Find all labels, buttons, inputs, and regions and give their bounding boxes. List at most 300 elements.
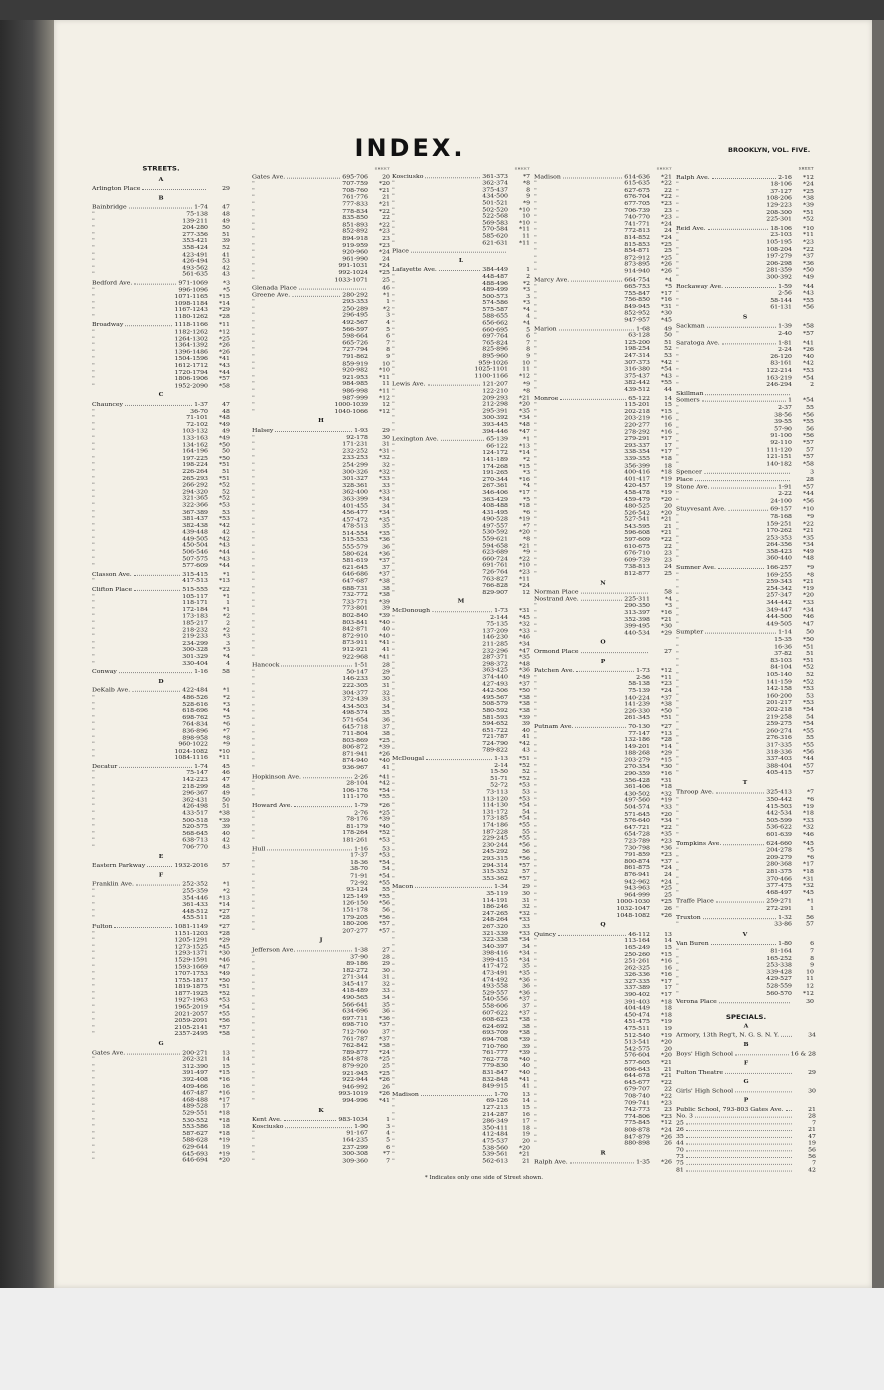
ditto-mark: " xyxy=(676,289,679,297)
number-range: 122-210 xyxy=(482,388,508,395)
sheet-number: *17 xyxy=(661,978,672,985)
spacer xyxy=(402,1083,482,1090)
continuation-row xyxy=(534,972,672,979)
index-entry xyxy=(676,840,814,847)
number-range: 245-292 xyxy=(482,848,508,855)
ditto-mark: " xyxy=(92,727,95,735)
ditto-mark: " xyxy=(534,851,537,858)
spacer xyxy=(262,914,342,921)
ditto-mark: " xyxy=(392,842,395,849)
continuation-row xyxy=(534,858,672,865)
number-range: 1033-1071 xyxy=(334,276,368,283)
ditto-mark: " xyxy=(534,290,537,297)
spacer xyxy=(686,267,766,274)
spacer xyxy=(102,502,182,509)
sheet-number: 20 xyxy=(664,1045,672,1053)
spacer xyxy=(686,714,766,721)
continuation-row xyxy=(252,544,390,551)
number-range: 377-475 xyxy=(766,882,792,889)
spacer xyxy=(544,228,624,235)
sheet-number: 20 xyxy=(522,1137,530,1145)
sheet-number: *25 xyxy=(661,898,672,905)
continuation-row xyxy=(676,599,814,606)
ditto-mark: " xyxy=(534,844,537,851)
number-range: 225-311 xyxy=(624,596,650,603)
spacer xyxy=(544,221,624,228)
number-range: 1264-1302 xyxy=(174,335,208,342)
ditto-mark: " xyxy=(252,886,255,893)
sheet-number: 20 xyxy=(382,173,390,181)
sheet-number: *24 xyxy=(379,262,390,270)
number-range: 505-599 xyxy=(766,817,792,824)
sheet-number: 19 xyxy=(664,1025,672,1032)
number-range: 72-92 xyxy=(350,879,368,887)
continuation-row xyxy=(92,218,230,225)
continuation-row xyxy=(676,209,814,216)
continuation-rows xyxy=(676,331,814,338)
spacer xyxy=(544,234,624,241)
spacer xyxy=(262,1063,342,1070)
spacer xyxy=(102,1024,174,1031)
spacer xyxy=(102,1144,182,1151)
continuation-row xyxy=(252,551,390,558)
spacer xyxy=(102,660,182,667)
spacer xyxy=(402,816,482,823)
ditto-mark: " xyxy=(92,535,95,543)
continuation-row xyxy=(676,803,814,810)
ditto-mark: " xyxy=(392,489,395,496)
spacer xyxy=(102,211,186,218)
continuation-row xyxy=(92,1024,230,1031)
index-entry xyxy=(676,324,814,331)
spacer xyxy=(402,1063,482,1070)
ditto-mark: " xyxy=(92,1031,95,1038)
continuation-row xyxy=(392,428,530,435)
spacer xyxy=(544,496,624,503)
sheet-number: 24 xyxy=(664,871,672,878)
sheet-number: *36 xyxy=(379,1015,390,1022)
sheet-number: 56 xyxy=(806,425,814,432)
spacer xyxy=(102,797,182,804)
ditto-mark: " xyxy=(392,862,395,869)
sheet-number: 16 & 28 xyxy=(790,1051,816,1057)
leader-dots xyxy=(702,397,786,402)
number-range: 994-996 xyxy=(342,1097,368,1104)
continuation-row xyxy=(534,1134,672,1141)
spacer xyxy=(544,537,624,544)
sheet-number: 16 xyxy=(664,964,672,972)
sheet-number: 3 xyxy=(386,312,390,319)
ditto-mark: " xyxy=(534,220,537,228)
continuation-row xyxy=(534,750,672,757)
ditto-mark: " xyxy=(392,220,395,227)
spacer xyxy=(102,1031,174,1038)
spacer xyxy=(544,310,624,317)
street-name: Marcy Ave. xyxy=(534,276,570,283)
number-range: 594-658 xyxy=(482,542,508,549)
number-range: 105-140 xyxy=(766,671,792,678)
ditto-mark: " xyxy=(534,448,537,456)
number-range: 723-789 xyxy=(624,838,650,845)
sheet-number: 5 xyxy=(386,1137,390,1144)
spacer xyxy=(402,688,482,695)
spacer xyxy=(102,997,174,1004)
index-entry xyxy=(534,277,672,284)
sheet-number: *3 xyxy=(522,286,530,293)
spacer xyxy=(686,721,766,728)
spacer xyxy=(102,640,182,647)
spacer xyxy=(402,963,482,970)
ditto-mark: " xyxy=(676,613,679,620)
continuation-row xyxy=(534,701,672,708)
number-range: 580-624 xyxy=(342,550,368,558)
number-range: 802-840 xyxy=(342,612,368,619)
sheet-number: *20 xyxy=(519,1144,530,1151)
ditto-mark: " xyxy=(392,1036,395,1043)
spacer xyxy=(262,558,342,565)
number-range: 448-512 xyxy=(182,908,208,915)
number-range: 65-139 xyxy=(486,436,508,443)
street-name: Putnam Ave. xyxy=(534,723,574,730)
leader-dots xyxy=(711,941,776,946)
spacer xyxy=(544,1053,624,1060)
number-range: 538-560 xyxy=(482,1144,508,1151)
index-column-2 xyxy=(252,166,390,1166)
sheet-number: *24 xyxy=(661,1126,672,1134)
sheet-number: *57 xyxy=(803,453,814,461)
spacer xyxy=(686,209,766,216)
ditto-mark: " xyxy=(392,401,395,408)
continuation-rows xyxy=(534,402,672,578)
continuation-row xyxy=(392,782,530,789)
sheet-number: 57 xyxy=(522,868,530,875)
continuation-row xyxy=(392,180,530,187)
sheet-number: 46 xyxy=(382,285,390,292)
continuation-row xyxy=(92,1063,230,1070)
spacer xyxy=(686,756,766,763)
sheet-number: *10 xyxy=(803,224,814,232)
sheet-number: *50 xyxy=(803,636,814,643)
spacer xyxy=(544,408,624,415)
sheet-number: *35 xyxy=(519,970,530,977)
number-range: 498-574 xyxy=(342,710,368,717)
continuation-row xyxy=(534,1059,672,1066)
continuation-row xyxy=(252,1158,390,1165)
sheet-number: 30 xyxy=(382,434,390,441)
number-range: 761-787 xyxy=(342,1035,368,1043)
continuation-row xyxy=(252,360,390,367)
spacer xyxy=(544,503,624,510)
ditto-mark: " xyxy=(92,626,95,633)
continuation-row xyxy=(252,1084,390,1091)
number-range: 300-392 xyxy=(766,274,792,281)
continuation-row xyxy=(92,349,230,356)
sheet-number: 49 xyxy=(222,217,230,225)
number-range: 353-362 xyxy=(482,875,508,882)
sheet-number: 9 xyxy=(526,353,530,360)
number-range: 791-859 xyxy=(624,851,650,858)
continuation-row xyxy=(534,310,672,317)
ditto-mark: " xyxy=(92,734,95,741)
number-range: 173-185 xyxy=(482,815,508,822)
spacer xyxy=(402,523,482,530)
number-range: 322-366 xyxy=(182,502,208,509)
number-range: 575-587 xyxy=(482,306,508,313)
sheet-number: *31 xyxy=(379,448,390,455)
number-range: 132-186 xyxy=(624,736,650,743)
continuation-row xyxy=(392,1017,530,1024)
sheet-number: *37 xyxy=(379,571,390,578)
continuation-row xyxy=(92,342,230,349)
sheet-number: *12 xyxy=(379,408,390,415)
index-entry xyxy=(92,1050,230,1057)
continuation-row xyxy=(92,329,230,336)
continuation-rows xyxy=(676,921,814,928)
continuation-row xyxy=(534,1073,672,1080)
continuation-row xyxy=(392,930,530,937)
sheet-number: 55 xyxy=(806,734,814,742)
continuation-row xyxy=(252,866,390,873)
spacer xyxy=(262,633,342,640)
number-range: 316-380 xyxy=(624,366,650,373)
spacer xyxy=(402,576,482,583)
spacer xyxy=(102,349,174,356)
sheet-number: *35 xyxy=(519,654,530,661)
ditto-mark: " xyxy=(252,434,255,441)
continuation-row xyxy=(252,201,390,208)
continuation-row xyxy=(392,193,530,200)
number-range: 727-794 xyxy=(342,346,368,354)
sheet-number: *54 xyxy=(519,815,530,822)
continuation-row xyxy=(676,304,814,311)
number-range: 313-397 xyxy=(624,609,650,616)
continuation-row xyxy=(534,1005,672,1012)
leader-dots xyxy=(281,662,352,667)
spacer xyxy=(262,676,342,683)
ditto-mark: " xyxy=(252,836,255,844)
leader-dots xyxy=(284,1117,336,1122)
sheet-number: *8 xyxy=(522,536,530,543)
sheet-number: *45 xyxy=(219,943,230,950)
sheet-number: *41 xyxy=(803,339,814,346)
ditto-mark: " xyxy=(534,502,537,510)
number-range: 645-693 xyxy=(182,1150,208,1157)
ditto-mark: " xyxy=(392,582,395,589)
ditto-mark: " xyxy=(92,754,95,761)
ditto-mark: " xyxy=(392,734,395,741)
continuation-row xyxy=(92,971,230,978)
sheet-number: 3 xyxy=(810,469,814,476)
number-range: 179-205 xyxy=(342,913,368,921)
sheet-number: 48 xyxy=(222,408,230,415)
sheet-number: *4 xyxy=(522,320,530,327)
ditto-mark: " xyxy=(676,882,679,889)
sheet-number: 27 xyxy=(664,648,672,655)
sheet-number: 52 xyxy=(222,488,230,495)
street-name: Jefferson Ave. xyxy=(252,946,296,954)
sheet-number: *17 xyxy=(661,435,672,442)
ditto-mark: " xyxy=(252,967,255,974)
continuation-row xyxy=(392,327,530,334)
ditto-mark: " xyxy=(392,333,395,340)
spacer xyxy=(402,388,482,395)
number-range: 180-206 xyxy=(342,920,368,928)
leader-dots xyxy=(558,931,626,935)
ditto-mark: " xyxy=(534,317,537,324)
sheet-number: 24 xyxy=(664,227,672,234)
ditto-mark: " xyxy=(392,897,395,904)
ditto-mark: " xyxy=(92,555,95,563)
spacer xyxy=(262,537,342,544)
ditto-mark: " xyxy=(92,769,95,777)
sheet-number: *15 xyxy=(519,463,530,470)
number-range: 789-822 xyxy=(482,747,508,754)
sheet-number: *36 xyxy=(661,844,672,851)
index-entry xyxy=(534,589,672,596)
continuation-row xyxy=(252,1144,390,1151)
index-entry xyxy=(252,174,390,181)
spacer xyxy=(544,1005,624,1012)
number-range: 218-299 xyxy=(182,783,208,790)
number-range: 367-389 xyxy=(182,508,208,516)
sheet-number: *23 xyxy=(661,200,672,207)
continuation-row xyxy=(92,600,230,607)
number-range: 1-68 xyxy=(636,325,650,332)
sheet-number: 28 xyxy=(382,662,390,669)
number-range: 831-847 xyxy=(482,1069,508,1076)
number-range: 91-167 xyxy=(346,1130,368,1137)
number-range: 842-871 xyxy=(342,626,368,633)
ditto-mark: " xyxy=(92,549,95,556)
sheet-number: *15 xyxy=(219,293,230,300)
spacer xyxy=(102,369,174,376)
spacer xyxy=(544,972,624,979)
spacer xyxy=(262,441,342,448)
number-range: 660-724 xyxy=(482,556,508,563)
number-range: 614-636 xyxy=(624,173,650,180)
sheet-number: *34 xyxy=(379,495,390,503)
continuation-row xyxy=(92,633,230,640)
ditto-mark: " xyxy=(252,689,255,696)
continuation-row xyxy=(252,744,390,751)
ditto-mark: " xyxy=(92,428,95,435)
ditto-mark: " xyxy=(534,838,537,845)
continuation-row xyxy=(534,373,672,380)
index-entry xyxy=(676,941,814,948)
spacer xyxy=(262,852,350,859)
street-name: Gates Ave. xyxy=(92,1049,126,1056)
sheet-number: 30 xyxy=(806,998,814,1006)
sheet-number: *45 xyxy=(803,889,814,896)
ditto-mark: " xyxy=(252,537,255,544)
ditto-mark: " xyxy=(252,605,255,612)
spacer xyxy=(102,790,182,797)
continuation-row xyxy=(92,238,230,245)
continuation-row xyxy=(392,450,530,457)
sheet-number: *8 xyxy=(806,571,814,578)
number-range: 996-1096 xyxy=(178,286,208,293)
continuation-row xyxy=(392,944,530,951)
sheet-number: 16 xyxy=(664,421,672,429)
continuation-row xyxy=(252,208,390,215)
sheet-number: *46 xyxy=(803,613,814,620)
ditto-mark: " xyxy=(534,496,537,503)
spacer xyxy=(262,816,346,823)
street-name: Kosciusko xyxy=(252,1123,284,1130)
continuation-rows xyxy=(676,571,814,627)
spacer xyxy=(544,187,624,194)
spacer xyxy=(102,908,182,915)
continuation-row xyxy=(392,621,530,628)
section-letter: O xyxy=(600,639,606,646)
ditto-mark: " xyxy=(252,830,255,837)
index-entry xyxy=(534,931,672,938)
ditto-mark: " xyxy=(92,1004,95,1011)
ditto-mark: " xyxy=(392,206,395,213)
sheet-number: 53 xyxy=(222,258,230,265)
sheet-number: 27 xyxy=(382,946,390,954)
spacer xyxy=(544,1120,624,1127)
spacer xyxy=(262,530,342,537)
continuation-row xyxy=(92,950,230,957)
spacer xyxy=(102,817,182,824)
ditto-mark: " xyxy=(392,346,395,353)
ditto-mark: " xyxy=(252,305,255,312)
sheet-number: *20 xyxy=(519,529,530,536)
number-range: 755-847 xyxy=(624,290,650,297)
ditto-mark: " xyxy=(676,548,679,555)
sheet-number: 15 xyxy=(522,1104,530,1111)
continuation-row xyxy=(676,411,814,418)
continuation-row xyxy=(676,418,814,425)
continuation-rows xyxy=(676,404,814,467)
continuation-row xyxy=(252,780,390,787)
ditto-mark: " xyxy=(676,585,679,592)
continuation-row xyxy=(534,865,672,872)
continuation-row xyxy=(92,258,230,265)
ditto-mark: " xyxy=(534,283,537,290)
continuation-row xyxy=(676,707,814,714)
spacer xyxy=(544,603,624,610)
continuation-row xyxy=(252,523,390,530)
ditto-mark: " xyxy=(92,660,95,667)
number-range: 501-521 xyxy=(482,200,508,207)
continuation-row xyxy=(92,908,230,915)
number-range: 762-778 xyxy=(482,1056,508,1063)
spacer xyxy=(402,463,482,470)
sheet-number: *18 xyxy=(519,502,530,510)
continuation-row xyxy=(534,784,672,791)
continuation-row xyxy=(676,817,814,824)
ditto-mark: " xyxy=(252,1056,255,1063)
sheet-number: 1 xyxy=(810,905,814,912)
spacer xyxy=(544,297,624,304)
sheet-number: 35 xyxy=(382,523,390,530)
spacer xyxy=(544,1019,624,1026)
sheet-number: *25 xyxy=(379,1056,390,1063)
spacer xyxy=(402,714,482,721)
special-name: Boys' High School xyxy=(676,1051,734,1057)
sheet-number: *22 xyxy=(661,1093,672,1100)
sheet-number: *9 xyxy=(222,741,230,748)
number-range: 363-399 xyxy=(342,495,368,503)
continuation-rows xyxy=(676,948,814,997)
sheet-label: SHEET xyxy=(374,166,390,171)
continuation-row xyxy=(252,893,390,900)
street-name: Stone Ave. xyxy=(676,483,710,490)
number-range: 777-833 xyxy=(342,201,368,208)
sheet-number: 14 xyxy=(664,937,672,945)
